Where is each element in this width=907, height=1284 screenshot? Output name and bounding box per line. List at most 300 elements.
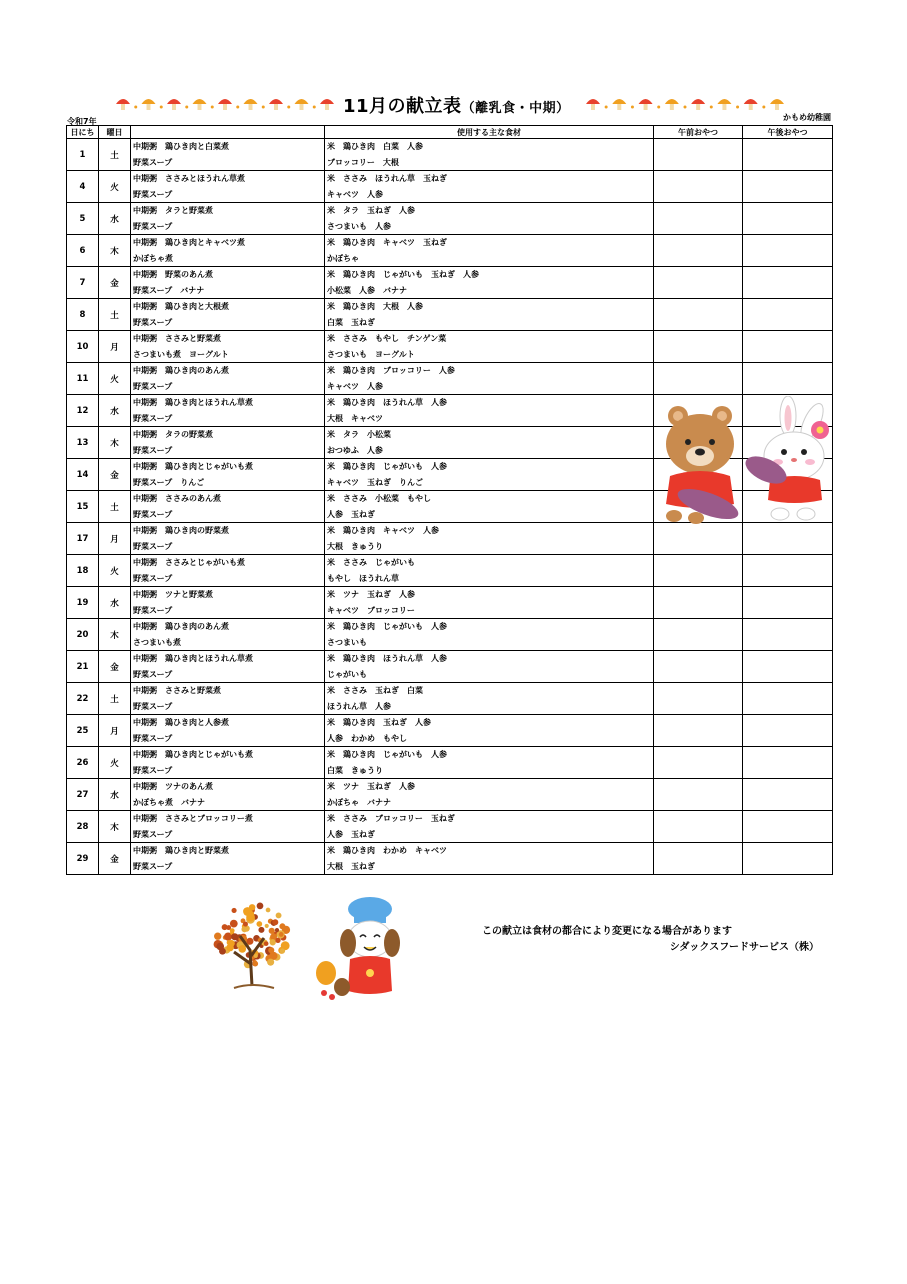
table-row xyxy=(67,683,833,715)
menu-cell xyxy=(131,843,325,875)
mushroom-icon xyxy=(744,99,758,110)
table-row xyxy=(67,555,833,587)
table-row xyxy=(67,171,833,203)
tree-leaf xyxy=(275,938,280,943)
tree-leaf xyxy=(279,923,285,929)
ingredients-cell xyxy=(325,491,654,523)
menu-line: 中期粥 ささみとじゃがいも煮 xyxy=(133,558,245,567)
weekday-cell: 火 xyxy=(99,555,131,587)
mushroom-icon xyxy=(295,99,309,110)
tree-leaf xyxy=(231,933,238,940)
ingredients-cell xyxy=(325,363,654,395)
ingredient-line: 米 ツナ 玉ねぎ 人参 xyxy=(327,782,415,791)
ingredients-cell xyxy=(325,683,654,715)
ingredient-line: 米 ツナ 玉ねぎ 人参 xyxy=(327,590,415,599)
header-ingredients: 使用する主な食材 xyxy=(325,126,654,139)
am-snack-cell xyxy=(654,363,743,395)
am-snack-cell xyxy=(654,811,743,843)
ingredient-line: 米 ささみ じゃがいも xyxy=(327,558,415,567)
ingredient-line: 米 鶏ひき肉 じゃがいも 人参 xyxy=(327,622,447,631)
ingredient-line: 米 ささみ もやし チンゲン菜 xyxy=(327,334,447,343)
ingredient-line: さつまいも 人参 xyxy=(327,221,391,231)
menu-cell xyxy=(131,619,325,651)
table-row xyxy=(67,715,833,747)
tree-leaf xyxy=(275,928,279,932)
menu-cell xyxy=(131,491,325,523)
pm-snack-cell xyxy=(743,555,833,587)
ingredient-line: 米 鶏ひき肉 玉ねぎ 人参 xyxy=(327,718,431,727)
menu-line: 中期粥 ささみとほうれん草煮 xyxy=(133,174,245,183)
weekday-cell: 金 xyxy=(99,651,131,683)
table-row xyxy=(67,843,833,875)
ingredient-line: 人参 わかめ もやし xyxy=(327,733,407,743)
garland-dot xyxy=(185,106,188,109)
ingredients-cell xyxy=(325,619,654,651)
weekday-cell: 月 xyxy=(99,715,131,747)
ingredients-cell xyxy=(325,395,654,427)
tree-leaf xyxy=(231,908,236,913)
menu-cell xyxy=(131,779,325,811)
weekday-cell: 木 xyxy=(99,427,131,459)
menu-line: 野菜スープ xyxy=(133,221,173,231)
menu-line: 中期粥 鶏ひき肉と白菜煮 xyxy=(133,142,229,151)
menu-cell xyxy=(131,747,325,779)
header-am-snack: 午前おやつ xyxy=(654,126,743,139)
mushroom-icon xyxy=(167,99,181,110)
garland-dot xyxy=(262,106,265,109)
tree-leaf xyxy=(230,920,238,928)
tree-leaf xyxy=(265,924,269,928)
menu-line: かぼちゃ煮 xyxy=(133,253,173,263)
table-row xyxy=(67,587,833,619)
garland-dot xyxy=(134,106,137,109)
menu-line: 中期粥 鶏ひき肉のあん煮 xyxy=(133,622,229,631)
pm-snack-cell xyxy=(743,811,833,843)
header-day: 日にち xyxy=(67,126,99,139)
ingredient-line: 小松菜 人参 バナナ xyxy=(327,285,407,295)
day-cell: 27 xyxy=(67,779,99,811)
table-row xyxy=(67,203,833,235)
weekday-cell: 土 xyxy=(99,683,131,715)
menu-line: 中期粥 鶏ひき肉と野菜煮 xyxy=(133,846,229,855)
am-snack-cell xyxy=(654,555,743,587)
menu-line: 野菜スープ xyxy=(133,669,173,679)
menu-line: 中期粥 鶏ひき肉とほうれん草煮 xyxy=(133,398,253,407)
garland-dot xyxy=(631,106,634,109)
garland-dot xyxy=(287,106,290,109)
day-cell: 29 xyxy=(67,843,99,875)
weekday-cell: 木 xyxy=(99,811,131,843)
garland-dot xyxy=(236,106,239,109)
ingredient-line: 白菜 玉ねぎ xyxy=(327,317,375,327)
mushroom-icon xyxy=(612,99,626,110)
garland-dot xyxy=(657,106,660,109)
school-name: かもめ幼稚園 xyxy=(783,113,831,122)
menu-line: 野菜スープ xyxy=(133,829,173,839)
ingredient-line: 人参 玉ねぎ xyxy=(327,829,375,839)
ingredient-line: もやし ほうれん草 xyxy=(327,573,399,583)
menu-cell xyxy=(131,171,325,203)
pm-snack-cell xyxy=(743,587,833,619)
weekday-cell: 月 xyxy=(99,331,131,363)
menu-cell xyxy=(131,715,325,747)
pm-snack-cell xyxy=(743,171,833,203)
menu-line: 野菜スープ xyxy=(133,541,173,551)
weekday-cell: 土 xyxy=(99,491,131,523)
pm-snack-cell xyxy=(743,523,833,555)
weekday-cell: 水 xyxy=(99,587,131,619)
menu-change-notice: この献立は食材の都合により変更になる場合があります xyxy=(482,926,732,937)
ingredient-line: 米 鶏ひき肉 白菜 人参 xyxy=(327,142,423,151)
ingredient-line: 米 鶏ひき肉 キャベツ 人参 xyxy=(327,526,439,535)
am-snack-cell xyxy=(654,683,743,715)
menu-line: 野菜スープ xyxy=(133,189,173,199)
pm-snack-cell xyxy=(743,267,833,299)
menu-line: 中期粥 ささみとブロッコリー煮 xyxy=(133,814,253,823)
day-cell: 11 xyxy=(67,363,99,395)
ingredient-line: 米 ささみ 玉ねぎ 白菜 xyxy=(327,686,423,695)
ingredient-line: さつまいも xyxy=(327,637,367,647)
menu-cell xyxy=(131,139,325,171)
day-cell: 13 xyxy=(67,427,99,459)
ingredients-cell xyxy=(325,843,654,875)
menu-line: 野菜スープ xyxy=(133,381,173,391)
ingredient-line: 大根 きゅうり xyxy=(327,541,383,551)
menu-line: 野菜スープ りんご xyxy=(133,477,205,487)
ingredient-line: 米 鶏ひき肉 じゃがいも 人参 xyxy=(327,462,447,471)
mushroom-icon xyxy=(691,99,705,110)
ingredients-cell xyxy=(325,267,654,299)
day-cell: 28 xyxy=(67,811,99,843)
day-cell: 17 xyxy=(67,523,99,555)
menu-line: 中期粥 野菜のあん煮 xyxy=(133,270,213,279)
tree-leaf xyxy=(243,922,248,927)
table-row xyxy=(67,811,833,843)
ingredient-line: 米 ささみ ほうれん草 玉ねぎ xyxy=(327,174,447,183)
am-snack-cell xyxy=(654,203,743,235)
ingredient-line: 白菜 きゅうり xyxy=(327,765,383,775)
mushroom-icon xyxy=(116,99,130,110)
tree-leaf xyxy=(247,939,251,943)
am-snack-cell xyxy=(654,299,743,331)
day-cell: 5 xyxy=(67,203,99,235)
menu-line: 野菜スープ xyxy=(133,509,173,519)
ingredient-line: ブロッコリー 大根 xyxy=(327,157,399,167)
menu-cell xyxy=(131,587,325,619)
autumn-tree-illustration xyxy=(204,894,304,994)
menu-line: 中期粥 鶏ひき肉とキャベツ煮 xyxy=(133,238,245,247)
tree-leaf xyxy=(214,933,221,940)
menu-cell xyxy=(131,811,325,843)
ingredient-line: 米 タラ 小松菜 xyxy=(327,430,391,439)
garland-dot xyxy=(684,106,687,109)
am-snack-cell xyxy=(654,715,743,747)
day-cell: 8 xyxy=(67,299,99,331)
table-row xyxy=(67,363,833,395)
am-snack-cell xyxy=(654,747,743,779)
ingredients-cell xyxy=(325,203,654,235)
header-menu xyxy=(131,126,325,139)
menu-line: 野菜スープ xyxy=(133,413,173,423)
ingredient-line: かぼちゃ バナナ xyxy=(327,797,391,807)
mushroom-garland-right xyxy=(585,94,785,112)
mushroom-icon xyxy=(269,99,283,110)
menu-cell xyxy=(131,331,325,363)
menu-line: 中期粥 鶏ひき肉とじゃがいも煮 xyxy=(133,462,253,471)
am-snack-cell xyxy=(654,331,743,363)
table-row xyxy=(67,747,833,779)
ingredient-line: さつまいも ヨーグルト xyxy=(327,349,415,359)
pm-snack-cell xyxy=(743,843,833,875)
mushroom-icon xyxy=(320,99,334,110)
menu-cell xyxy=(131,651,325,683)
menu-line: 中期粥 鶏ひき肉とほうれん草煮 xyxy=(133,654,253,663)
pm-snack-cell xyxy=(743,139,833,171)
garland-dot xyxy=(736,106,739,109)
ingredients-cell xyxy=(325,459,654,491)
day-cell: 22 xyxy=(67,683,99,715)
ingredient-line: 大根 玉ねぎ xyxy=(327,861,375,871)
mushroom-icon xyxy=(665,99,679,110)
menu-line: 中期粥 ささみと野菜煮 xyxy=(133,334,221,343)
menu-cell xyxy=(131,267,325,299)
mushroom-icon xyxy=(717,99,731,110)
menu-cell xyxy=(131,203,325,235)
menu-line: 中期粥 タラの野菜煮 xyxy=(133,430,213,439)
am-snack-cell xyxy=(654,587,743,619)
menu-line: 野菜スープ バナナ xyxy=(133,285,205,295)
table-row xyxy=(67,139,833,171)
ingredient-line: ほうれん草 人参 xyxy=(327,701,391,711)
ingredients-cell xyxy=(325,139,654,171)
menu-line: 中期粥 ツナのあん煮 xyxy=(133,782,213,791)
ingredients-cell xyxy=(325,715,654,747)
day-cell: 25 xyxy=(67,715,99,747)
menu-cell xyxy=(131,555,325,587)
tree-leaf xyxy=(272,919,278,925)
table-row xyxy=(67,267,833,299)
menu-line: 野菜スープ xyxy=(133,157,173,167)
ingredient-line: キャベツ ブロッコリー xyxy=(327,605,415,615)
weekday-cell: 火 xyxy=(99,363,131,395)
mushroom-icon xyxy=(244,99,258,110)
menu-line: 野菜スープ xyxy=(133,861,173,871)
am-snack-cell xyxy=(654,171,743,203)
table-row xyxy=(67,235,833,267)
am-snack-cell xyxy=(654,523,743,555)
day-cell: 14 xyxy=(67,459,99,491)
ingredient-line: キャベツ 人参 xyxy=(327,189,383,199)
mushroom-icon xyxy=(218,99,232,110)
menu-line: 中期粥 鶏ひき肉のあん煮 xyxy=(133,366,229,375)
menu-cell xyxy=(131,683,325,715)
ingredient-line: 米 鶏ひき肉 ブロッコリー 人参 xyxy=(327,366,455,375)
am-snack-cell xyxy=(654,651,743,683)
menu-cell xyxy=(131,363,325,395)
ingredients-cell xyxy=(325,747,654,779)
day-cell: 7 xyxy=(67,267,99,299)
tree-leaf xyxy=(241,926,247,932)
tree-leaf xyxy=(270,939,276,945)
tree-leaf xyxy=(219,948,226,955)
tree-leaf xyxy=(238,945,246,953)
menu-line: 中期粥 ツナと野菜煮 xyxy=(133,590,213,599)
day-cell: 6 xyxy=(67,235,99,267)
tree-leaf xyxy=(226,944,234,952)
menu-line: 野菜スープ xyxy=(133,573,173,583)
pm-snack-cell xyxy=(743,619,833,651)
weekday-cell: 水 xyxy=(99,395,131,427)
tree-leaf xyxy=(243,907,252,916)
mushroom-icon xyxy=(770,99,784,110)
table-row xyxy=(67,779,833,811)
weekday-cell: 金 xyxy=(99,267,131,299)
day-cell: 1 xyxy=(67,139,99,171)
weekday-cell: 木 xyxy=(99,619,131,651)
garland-dot xyxy=(211,106,214,109)
ingredients-cell xyxy=(325,523,654,555)
weekday-cell: 土 xyxy=(99,299,131,331)
menu-cell xyxy=(131,235,325,267)
ingredient-line: おつゆふ 人参 xyxy=(327,445,383,455)
tree-leaf xyxy=(279,932,284,937)
ingredient-line: 米 鶏ひき肉 大根 人参 xyxy=(327,302,423,311)
menu-line: 中期粥 ささみと野菜煮 xyxy=(133,686,221,695)
table-row xyxy=(67,523,833,555)
tree-leaf xyxy=(276,912,282,918)
tree-leaf xyxy=(258,927,264,933)
am-snack-cell xyxy=(654,139,743,171)
tree-leaf xyxy=(254,954,258,958)
mushroom-icon xyxy=(586,99,600,110)
ingredient-line: 米 鶏ひき肉 じゃがいも 玉ねぎ 人参 xyxy=(327,270,479,279)
ingredient-line: 米 ささみ 小松菜 もやし xyxy=(327,494,431,503)
tree-leaf xyxy=(257,902,264,909)
tree-leaf xyxy=(280,948,285,953)
am-snack-cell xyxy=(654,619,743,651)
tree-leaf xyxy=(269,928,275,934)
menu-cell xyxy=(131,427,325,459)
ingredients-cell xyxy=(325,427,654,459)
day-cell: 20 xyxy=(67,619,99,651)
weekday-cell: 火 xyxy=(99,171,131,203)
table-row xyxy=(67,651,833,683)
tree-leaf xyxy=(264,941,269,946)
day-cell: 26 xyxy=(67,747,99,779)
chef-dog-mascot-illustration xyxy=(314,895,406,1007)
ingredient-line: 米 鶏ひき肉 ほうれん草 人参 xyxy=(327,654,447,663)
weekday-cell: 金 xyxy=(99,843,131,875)
menu-line: 野菜スープ xyxy=(133,733,173,743)
pm-snack-cell xyxy=(743,363,833,395)
tree-leaf xyxy=(266,908,271,913)
pm-snack-cell xyxy=(743,331,833,363)
weekday-cell: 火 xyxy=(99,747,131,779)
weekday-cell: 土 xyxy=(99,139,131,171)
ingredients-cell xyxy=(325,587,654,619)
menu-line: さつまいも煮 xyxy=(133,637,181,647)
ingredient-line: 大根 キャベツ xyxy=(327,413,383,423)
pm-snack-cell xyxy=(743,715,833,747)
weekday-cell: 木 xyxy=(99,235,131,267)
menu-line: かぼちゃ煮 バナナ xyxy=(133,797,205,807)
ingredient-line: 米 タラ 玉ねぎ 人参 xyxy=(327,206,415,215)
ingredients-cell xyxy=(325,331,654,363)
weekday-cell: 水 xyxy=(99,203,131,235)
menu-line: 野菜スープ xyxy=(133,765,173,775)
mushroom-icon xyxy=(142,99,156,110)
weekday-cell: 月 xyxy=(99,523,131,555)
ingredients-cell xyxy=(325,779,654,811)
pm-snack-cell xyxy=(743,683,833,715)
pm-snack-cell xyxy=(743,779,833,811)
garland-dot xyxy=(160,106,163,109)
pm-snack-cell xyxy=(743,299,833,331)
day-cell: 4 xyxy=(67,171,99,203)
pm-snack-cell xyxy=(743,203,833,235)
menu-cell xyxy=(131,299,325,331)
header-pm-snack: 午後おやつ xyxy=(743,126,833,139)
menu-line: 中期粥 鶏ひき肉と大根煮 xyxy=(133,302,229,311)
table-header-row xyxy=(67,126,833,139)
era-year: 令和7年 xyxy=(67,117,97,126)
bear-with-sweet-potato-illustration xyxy=(656,404,748,524)
menu-line: 野菜スープ xyxy=(133,445,173,455)
menu-line: さつまいも煮 ヨーグルト xyxy=(133,349,229,359)
menu-line: 中期粥 鶏ひき肉と人参煮 xyxy=(133,718,229,727)
menu-cell xyxy=(131,395,325,427)
tree-leaf xyxy=(222,924,228,930)
menu-cell xyxy=(131,523,325,555)
menu-line: 中期粥 タラと野菜煮 xyxy=(133,206,213,215)
header-weekday: 曜日 xyxy=(99,126,131,139)
menu-line: 野菜スープ xyxy=(133,701,173,711)
day-cell: 10 xyxy=(67,331,99,363)
am-snack-cell xyxy=(654,843,743,875)
pm-snack-cell xyxy=(743,651,833,683)
mushroom-icon xyxy=(193,99,207,110)
ingredient-line: 人参 玉ねぎ xyxy=(327,509,375,519)
garland-dot xyxy=(710,106,713,109)
rabbit-with-sweet-potato-illustration xyxy=(742,396,838,524)
ingredients-cell xyxy=(325,235,654,267)
ingredient-line: かぼちゃ xyxy=(327,253,359,263)
ingredient-line: 米 鶏ひき肉 わかめ キャベツ xyxy=(327,846,447,855)
mushroom-garland-left xyxy=(115,94,335,112)
ingredient-line: キャベツ 人参 xyxy=(327,381,383,391)
am-snack-cell xyxy=(654,235,743,267)
table-row xyxy=(67,619,833,651)
ingredient-line: じゃがいも xyxy=(327,669,367,679)
company-name: シダックスフードサービス（株） xyxy=(669,942,819,953)
page-title: 11月の献立表（離乳食・中期） xyxy=(343,96,570,117)
garland-dot xyxy=(313,106,316,109)
table-row xyxy=(67,299,833,331)
menu-line: 野菜スープ xyxy=(133,605,173,615)
ingredient-line: 米 鶏ひき肉 キャベツ 玉ねぎ xyxy=(327,238,447,247)
ingredient-line: 米 ささみ ブロッコリー 玉ねぎ xyxy=(327,814,455,823)
day-cell: 18 xyxy=(67,555,99,587)
pm-snack-cell xyxy=(743,747,833,779)
menu-cell xyxy=(131,459,325,491)
menu-line: 野菜スープ xyxy=(133,317,173,327)
tree-leaf xyxy=(253,961,259,967)
ingredients-cell xyxy=(325,299,654,331)
ingredients-cell xyxy=(325,171,654,203)
am-snack-cell xyxy=(654,779,743,811)
table-row xyxy=(67,331,833,363)
garland-dot xyxy=(605,106,608,109)
